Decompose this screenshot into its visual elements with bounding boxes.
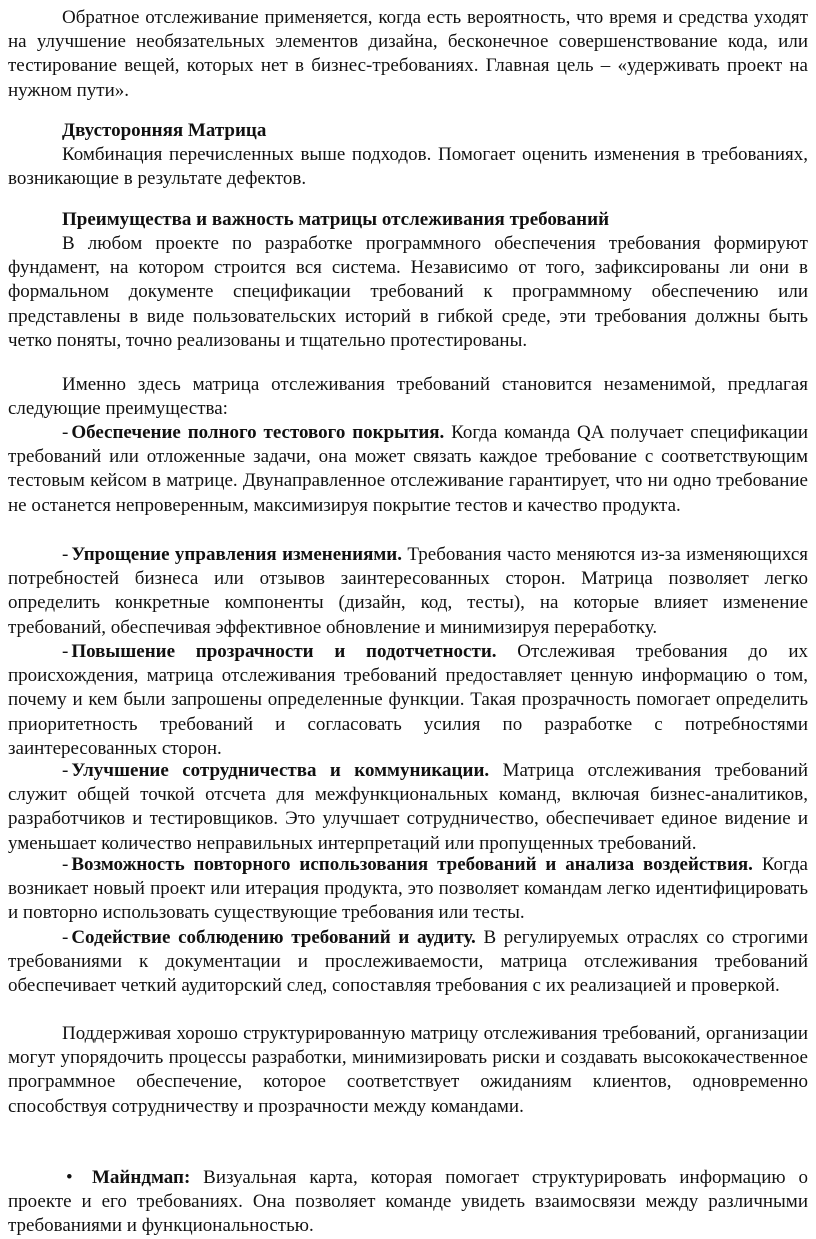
paragraph-backward-tracing: Обратное отслеживание применяется, когда есть вероятность, что время и средства уходят на улучшение необязательных элементов дизайна, бесконечное совершенствование кода, или тестирование вещей, которых нет в бизнес-требованиях. Главная цель – «удерживать проект на нужном пути». [8,7,808,101]
bullet-icon: • [66,1167,73,1188]
benefit-item: - Обеспечение полного тестового покрытия. Когда команда QA получает спецификации требований или отложенные задачи, она может связать каждое требование с соответствующим тестовым кейсом в матрице. Двунаправленное отслеживание гарантирует, что ни одно требование не останется непроверенным, максимизируя покрытие тестов и качество продукта. [8,422,808,516]
benefit-item: - Упрощение управления изменениями. Требования часто меняются из-за изменяющихся потребностей бизнеса или отзывов заинтересованных сторон. Матрица позволяет легко определить конкретные компоненты (дизайн, код, тесты), на которые влияет изменение требований, обеспечивая эффективное обновление и минимизируя переработку. [8,544,809,638]
heading-bidirectional-matrix: Двусторонняя Матрица [62,120,267,141]
paragraph-requirements-foundation: В любом проекте по разработке программного обеспечения требования формируют фундамент, на котором строится вся система. Независимо от того, зафиксированы ли они в формальном документе спецификации требований к программному обеспечению или представлены в виде пользовательских историй в гибкой среде, эти требования должны быть четко поняты, точно реализованы и тщательно протестированы. [8,233,808,351]
paragraph-bidirectional: Комбинация перечисленных выше подходов. Помогает оценить изменения в требованиях, возникающие в результате дефектов. [8,144,808,190]
benefit-item: - Содействие соблюдению требований и аудиту. В регулируемых отраслях со строгими требованиями к документации и прослеживаемости, матрица отслеживания требований обеспечивает четкий аудиторский след, сопоставляя требования с их реализацией и проверкой. [8,927,808,997]
benefit-item: - Повышение прозрачности и подотчетности. Отслеживая требования до их происхождения, матрица отслеживания требований предоставляет ценную информацию о том, почему и кем были запрошены определенные функции. Такая прозрачность помогает определить приоритетность требований и согласовать усилия по разработке с потребностями заинтересованных сторон. [8,641,808,759]
benefit-item: - Улучшение сотрудничества и коммуникации. Матрица отслеживания требований служит общей точкой отсчета для межфункциональных команд, включая бизнес-аналитиков, разработчиков и тестировщиков. Это улучшает сотрудничество, обеспечивает единое видение и уменьшает количество неправильных интерпретаций или пропущенных требований. [8,760,808,854]
heading-benefits: Преимущества и важность матрицы отслеживания требований [62,209,610,230]
bullet-item-mindmap: • Майндмап: Визуальная карта, которая помогает структурировать информацию о проекте и его требованиях. Она позволяет команде увидеть взаимосвязи между различными требованиями и функциональностью. [8,1167,808,1237]
benefit-item: - Возможность повторного использования требований и анализа воздействия. Когда возникает новый проект или итерация продукта, это позволяет командам легко идентифицировать и повторно использовать существующие требования или тесты. [8,854,808,924]
paragraph-intro-benefits: Именно здесь матрица отслеживания требований становится незаменимой, предлагая следующие преимущества: [8,374,808,420]
paragraph-conclusion: Поддерживая хорошо структурированную матрицу отслеживания требований, организации могут упорядочить процессы разработки, минимизировать риски и создавать высококачественное программное обеспечение, которое соответствует ожиданиям клиентов, одновременно способствуя сотрудничеству и прозрачности между командами. [8,1023,808,1117]
